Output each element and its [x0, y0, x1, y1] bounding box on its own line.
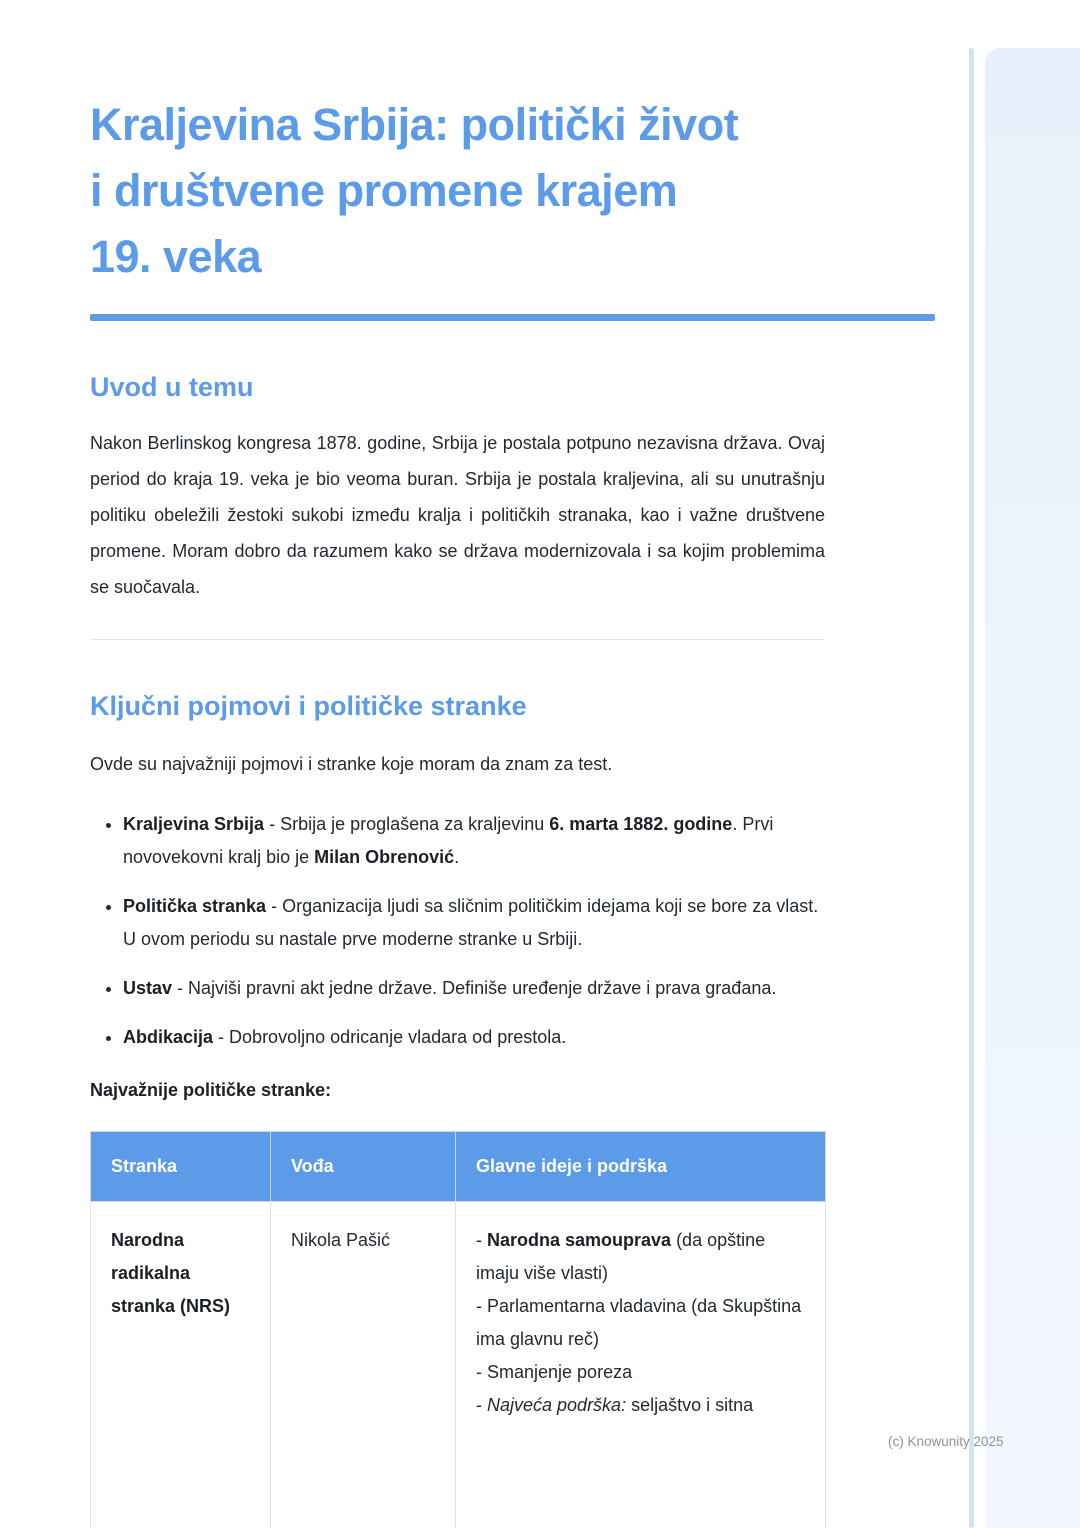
- text-run: -: [476, 1395, 487, 1415]
- table-row: [91, 1202, 826, 1528]
- document-content: [90, 92, 935, 1528]
- term-text: Kraljevina Srbija: [123, 814, 265, 834]
- intro-paragraph: Nakon Berlinskog kongresa 1878. godine, Srbija je postala potpuno nezavisna država. Ovaj period do kraja 19. veka je bio veoma buran. Srbija je postala kraljevina, ali su unutrašnju politiku obeležili žestoki sukobi između kralja i političkih stranaka, kao i važne društvene promene. Moram dobro da razumem kako se država modernizovala i sa kojim problemima se suočavala.: [90, 433, 825, 597]
- text-run: . Prvi novovekovni kralj bio je: [123, 814, 774, 867]
- text-run: - Organizacija ljudi sa sličnim političkim idejama koji se bore za vlast. U ovom periodu su nastale prve moderne stranke u Srbiji.: [123, 896, 819, 949]
- parties-label: Najvažnije političke stranke:: [90, 1080, 332, 1100]
- right-margin-panel: [985, 48, 1080, 1528]
- title-line-2: i društvene promene krajem: [90, 165, 678, 216]
- text-run: (da opštine imaju više vlasti): [476, 1230, 766, 1283]
- section-heading-pojmovi: Ključni pojmovi i političke stranke: [90, 691, 527, 721]
- text-run: - Najviši pravni akt jedne države. Definiše uređenje države i prava građana.: [172, 978, 777, 998]
- title-underline: [90, 314, 935, 321]
- list-item-ustav: [123, 972, 825, 1005]
- text-run: .: [454, 847, 460, 867]
- concepts-intro: Ovde su najvažniji pojmovi i stranke koje moram da znam za test.: [90, 754, 613, 774]
- italic-run: Najveća podrška:: [487, 1395, 627, 1415]
- column-header-vodja: Vođa: [271, 1132, 456, 1202]
- leader-cell: Nikola Pašić: [271, 1202, 456, 1528]
- title-line-3: 19. veka: [90, 231, 262, 282]
- text-run: seljaštvo i sitna: [626, 1395, 754, 1415]
- page-title: [90, 92, 935, 290]
- idea-line: [476, 1389, 805, 1422]
- ideas-cell: [456, 1202, 826, 1528]
- idea-line: - Parlamentarna vladavina (da Skupština ima glavnu reč): [476, 1296, 802, 1349]
- list-item-politicka-stranka: [123, 890, 825, 956]
- table-header-row: [91, 1132, 826, 1202]
- column-header-ideje: Glavne ideje i podrška: [456, 1132, 826, 1202]
- idea-line: [476, 1224, 805, 1290]
- title-line-1: Kraljevina Srbija: politički život: [90, 99, 739, 150]
- column-header-stranka: Stranka: [91, 1132, 271, 1202]
- idea-line: - Smanjenje poreza: [476, 1362, 633, 1382]
- section-divider: [90, 639, 825, 640]
- bold-run: 6. marta 1882. godine: [549, 814, 733, 834]
- term-text: Politička stranka: [123, 896, 267, 916]
- parties-table: [90, 1131, 826, 1528]
- copyright-note: (c) Knowunity 2025: [888, 1434, 1004, 1449]
- bold-run: Narodna samouprava: [487, 1230, 672, 1250]
- text-run: -: [476, 1230, 487, 1250]
- bold-run: Milan Obrenović: [314, 847, 455, 867]
- text-run: - Srbija je proglašena za kraljevinu: [264, 814, 550, 834]
- list-item-abdikacija: [123, 1021, 825, 1054]
- right-divider-line: [969, 48, 974, 1528]
- text-run: - Dobrovoljno odricanje vladara od prestola.: [213, 1027, 567, 1047]
- term-text: Abdikacija: [123, 1027, 214, 1047]
- section-heading-uvod: Uvod u temu: [90, 372, 254, 402]
- party-name-cell: Narodna radikalna stranka (NRS): [91, 1202, 271, 1528]
- concepts-list: [90, 808, 825, 1054]
- term-text: Ustav: [123, 978, 173, 998]
- list-item-kraljevina-srbija: [123, 808, 825, 874]
